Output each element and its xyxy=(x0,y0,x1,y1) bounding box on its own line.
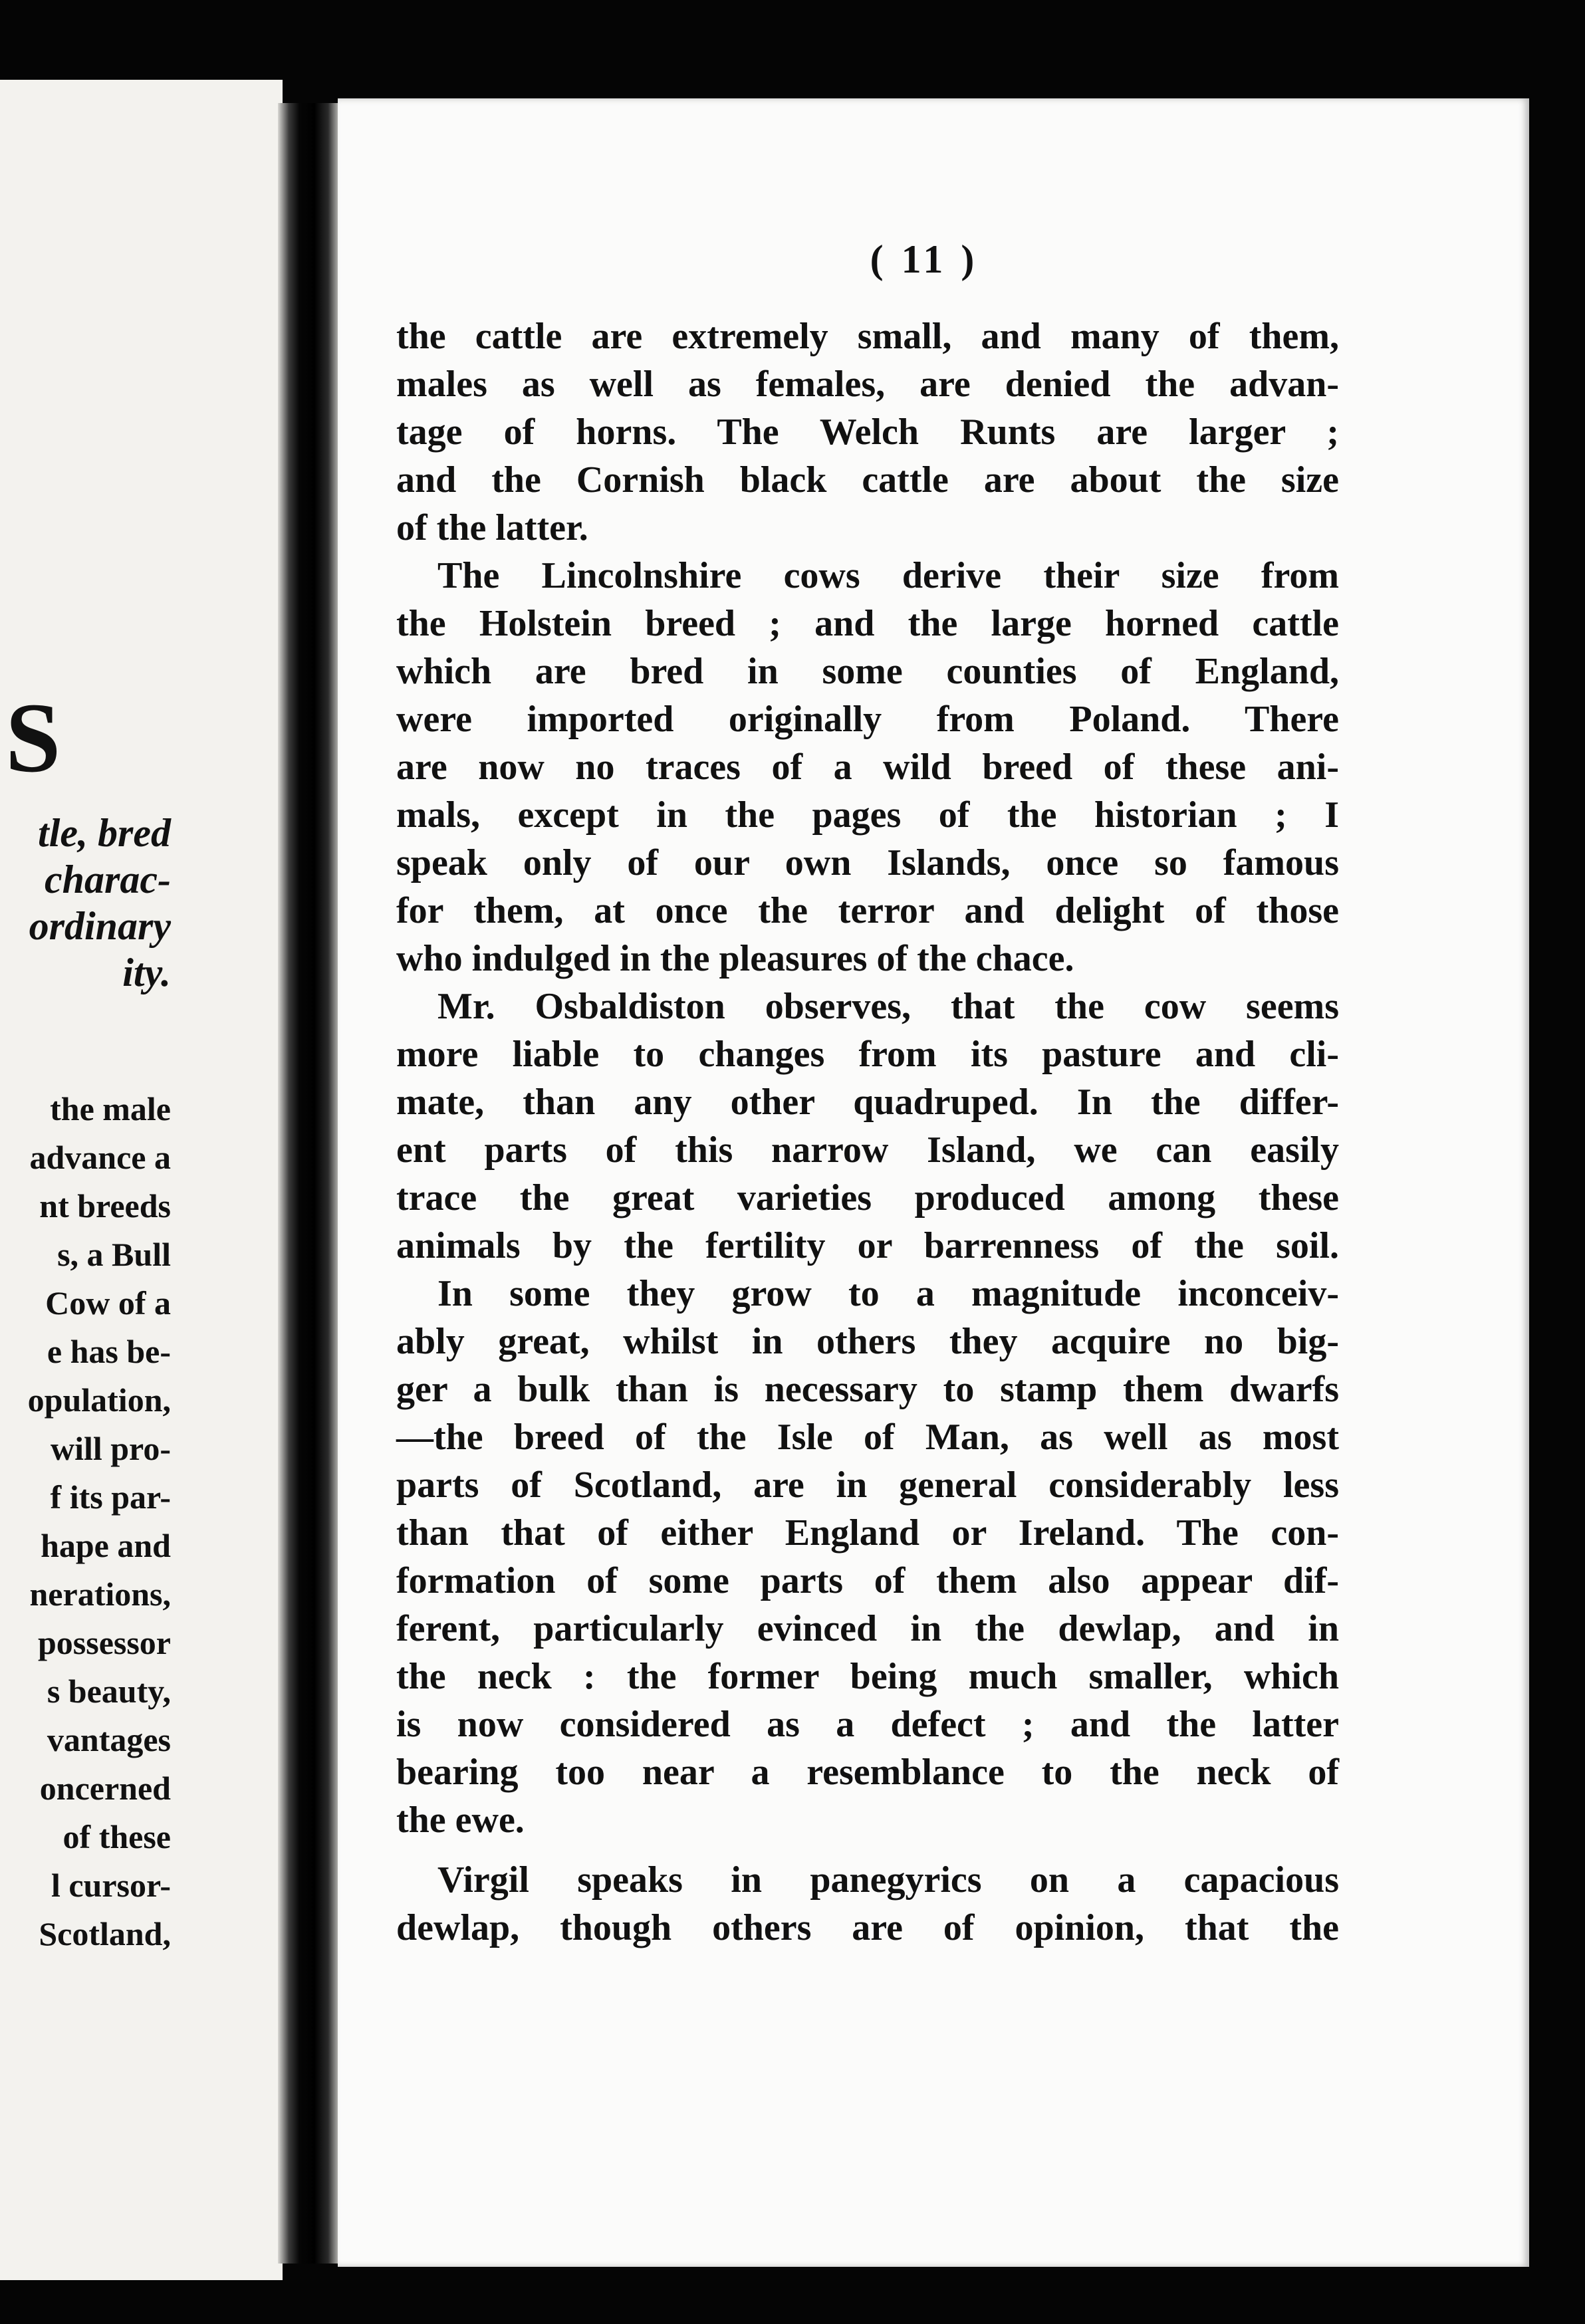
text-line: is now considered as a defect ; and the latter xyxy=(396,1704,1339,1745)
left-page-line: possessor xyxy=(37,1624,171,1661)
text-line: ably great, whilst in others they acquire no big- xyxy=(396,1321,1339,1362)
left-page-line: opulation, xyxy=(27,1381,171,1419)
paragraph-start-line: In some they grow to a magnitude inconceiv- xyxy=(437,1273,1339,1314)
left-page-line: the male xyxy=(50,1090,171,1127)
left-page-line: advance a xyxy=(29,1139,171,1176)
text-line: ger a bulk than is necessary to stamp them dwarfs xyxy=(396,1369,1339,1410)
text-line: mate, than any other quadruped. In the differ- xyxy=(396,1082,1339,1123)
left-facing-page xyxy=(0,80,283,2280)
left-page-line: f its par- xyxy=(50,1478,171,1516)
left-page-line: Scotland, xyxy=(39,1915,171,1952)
text-line: who indulged in the pleasures of the chace. xyxy=(396,938,1074,979)
text-line: males as well as females, are denied the advan- xyxy=(396,364,1339,405)
text-line: bearing too near a resemblance to the neck of xyxy=(396,1752,1339,1793)
text-line: are now no traces of a wild breed of these ani- xyxy=(396,747,1339,788)
text-line: trace the great varieties produced among these xyxy=(396,1177,1339,1219)
left-page-line: hape and xyxy=(41,1527,171,1564)
text-line: —the breed of the Isle of Man, as well as most xyxy=(396,1417,1339,1458)
paragraph-start-line: Virgil speaks in panegyrics on a capacious xyxy=(437,1859,1339,1901)
left-page-line: l cursor- xyxy=(51,1867,171,1904)
book-gutter-shadow xyxy=(278,103,339,2264)
text-line: animals by the fertility or barrenness of the soil. xyxy=(396,1225,1339,1266)
left-page-line: e has be- xyxy=(47,1333,171,1370)
text-line: for them, at once the terror and delight of those xyxy=(396,890,1339,931)
text-line: the neck : the former being much smaller, which xyxy=(396,1656,1339,1697)
paragraph-start-line: The Lincolnshire cows derive their size from xyxy=(437,555,1339,596)
page-number: ( 11 ) xyxy=(870,237,979,281)
text-line: ferent, particularly evinced in the dewlap, and in xyxy=(396,1608,1339,1649)
text-line: the ewe. xyxy=(396,1800,525,1841)
left-page-line: oncerned xyxy=(39,1770,171,1807)
text-line: of the latter. xyxy=(396,507,588,548)
text-line: the cattle are extremely small, and many of them, xyxy=(396,316,1339,357)
left-page-large-letter: S xyxy=(5,683,61,793)
text-line: and the Cornish black cattle are about the size xyxy=(396,459,1339,501)
left-page-line: ity. xyxy=(122,951,171,994)
left-page-line: charac- xyxy=(45,858,171,901)
text-line: tage of horns. The Welch Runts are larger ; xyxy=(396,411,1339,453)
text-line: mals, except in the pages of the historian ; I xyxy=(396,794,1339,836)
left-page-line: tle, bred xyxy=(38,811,171,855)
book-page xyxy=(338,98,1529,2267)
page-body-text xyxy=(396,312,1339,1952)
left-page-line: of these xyxy=(62,1818,171,1855)
left-page-line: Cow of a xyxy=(45,1284,171,1322)
text-line: more liable to changes from its pasture and cli- xyxy=(396,1034,1339,1075)
left-page-line: s beauty, xyxy=(47,1673,171,1710)
left-page-line: ordinary xyxy=(29,904,171,948)
text-line: formation of some parts of them also appear dif- xyxy=(396,1560,1339,1601)
text-line: dewlap, though others are of opinion, that the xyxy=(396,1907,1339,1948)
left-page-line: nt breeds xyxy=(39,1187,171,1224)
text-line: speak only of our own Islands, once so famous xyxy=(396,842,1339,883)
text-line: than that of either England or Ireland. The con- xyxy=(396,1512,1339,1554)
text-line: which are bred in some counties of England, xyxy=(396,651,1339,692)
left-page-line: s, a Bull xyxy=(57,1236,171,1273)
left-page-line: nerations, xyxy=(29,1575,171,1613)
paragraph-start-line: Mr. Osbaldiston observes, that the cow seems xyxy=(437,986,1339,1027)
left-page-line: will pro- xyxy=(50,1430,171,1467)
left-page-line: vantages xyxy=(47,1721,171,1758)
text-line: ent parts of this narrow Island, we can easily xyxy=(396,1129,1339,1171)
text-line: were imported originally from Poland. There xyxy=(396,699,1339,740)
text-line: the Holstein breed ; and the large horned cattle xyxy=(396,603,1339,644)
text-line: parts of Scotland, are in general considerably less xyxy=(396,1464,1339,1506)
